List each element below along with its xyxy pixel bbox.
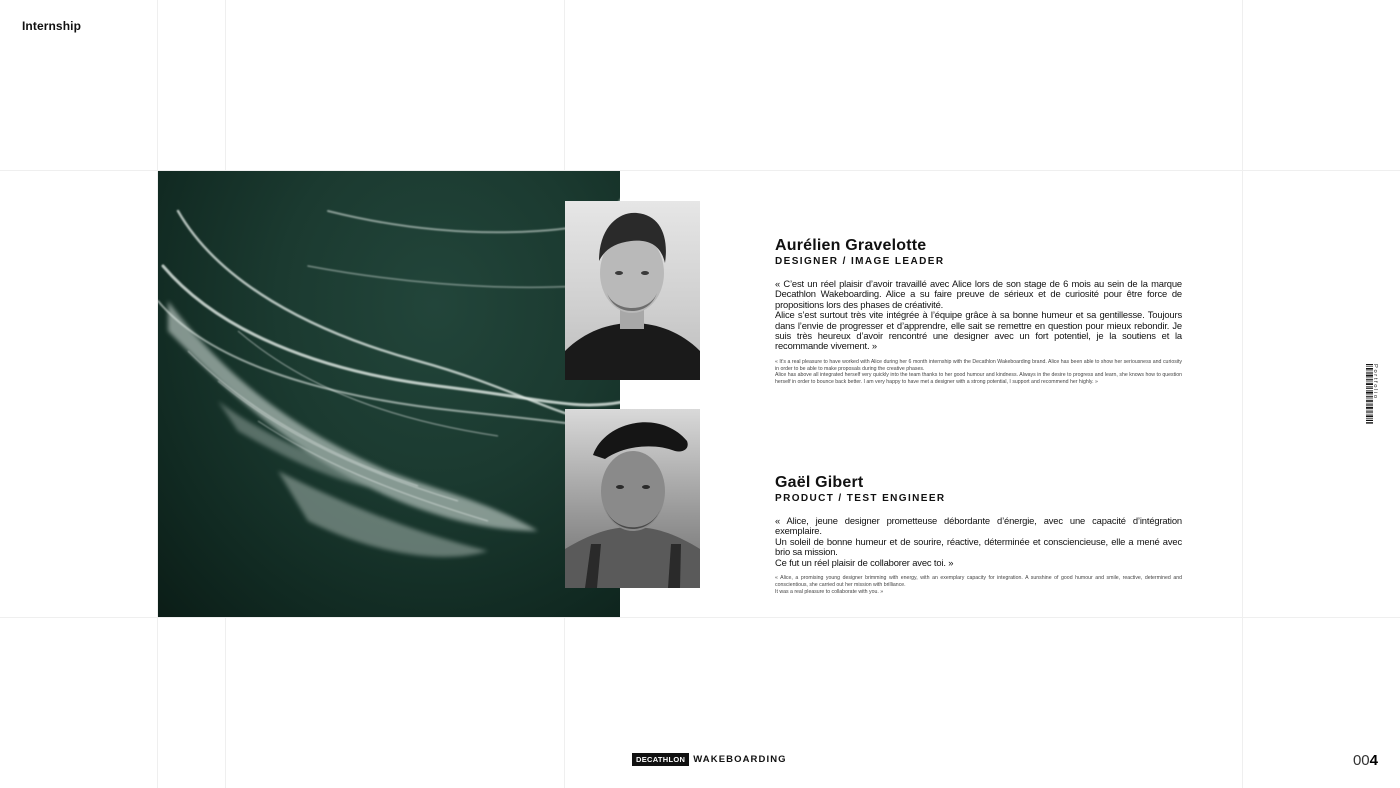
portrait-aurelien bbox=[565, 201, 700, 380]
testimonial-name: Aurélien Gravelotte bbox=[775, 237, 927, 254]
testimonial-quote-fr: « Alice, jeune designer prometteuse débordante d’énergie, avec une capacité d’intégration exemplaire. Un soleil de bonne humeur et de sourire, réactive, déterminée et consciencieuse, elle a mené avec brio sa mission. Ce fut un réel plaisir de collaborer avec toi. » bbox=[775, 515, 1182, 568]
hero-wake-photo bbox=[158, 171, 620, 617]
testimonial-name: Gaël Gibert bbox=[775, 474, 864, 491]
testimonial-quote-en: « It’s a real pleasure to have worked with Alice during her 6 month internship with the Decathlon Wakeboarding brand. Alice has been able to show her seriousness and curiosity in order to be able to make proposals during the creative phases. Alice has above all integrated herself very quickly into the team thanks to her good humour and kindness. Always in the desire to progress and learn, she knows how to question herself in order to bounce back better. I am very happy to have met a designer with a strong potential, I support and recommend her highly. » bbox=[775, 358, 1182, 386]
testimonial-card bbox=[775, 474, 1182, 595]
testimonial-quote-en: « Alice, a promising young designer brimming with energy, with an exemplary capacity for integration. A sunshine of good humour and smile, reactive, determined and conscientious, she carried out her mission with brilliance. It was a real pleasure to collaborate with you. » bbox=[775, 575, 1182, 595]
testimonial-role: PRODUCT / TEST ENGINEER bbox=[775, 493, 946, 504]
portrait-gael bbox=[565, 409, 700, 588]
page-number-prefix: 00 bbox=[1352, 752, 1370, 769]
testimonial-quote-fr: « C’est un réel plaisir d’avoir travaillé avec Alice lors de son stage de 6 mois au sein de la marque Decathlon Wakeboarding. Alice a su faire preuve de sérieux et de curiosité pour être force de propositions lors des phases de créativité. Alice s’est surtout très vite intégrée à l’équipe grâce à sa bonne humeur et sa gentillesse. Toujours dans l’envie de progresser et d’apprendre, elle sait se remettre en question pour mieux rebondir. Je suis très heureux d’avoir rencontré une designer avec un fort potentiel, je la soutiens et la recommande vivement. » bbox=[775, 278, 1182, 352]
decathlon-logo: DECATHLON bbox=[632, 753, 689, 766]
page-number bbox=[1353, 752, 1378, 769]
footer-brand bbox=[632, 753, 787, 766]
side-label: Portfolio bbox=[1372, 364, 1378, 400]
section-title: Internship bbox=[22, 19, 82, 33]
grid-line bbox=[0, 617, 1400, 618]
testimonial-card bbox=[775, 237, 1182, 386]
brand-subtitle: WAKEBOARDING bbox=[693, 754, 787, 765]
page-number-value: 4 bbox=[1369, 752, 1378, 769]
testimonial-role: DESIGNER / IMAGE LEADER bbox=[775, 256, 945, 267]
grid-line bbox=[1242, 0, 1243, 788]
